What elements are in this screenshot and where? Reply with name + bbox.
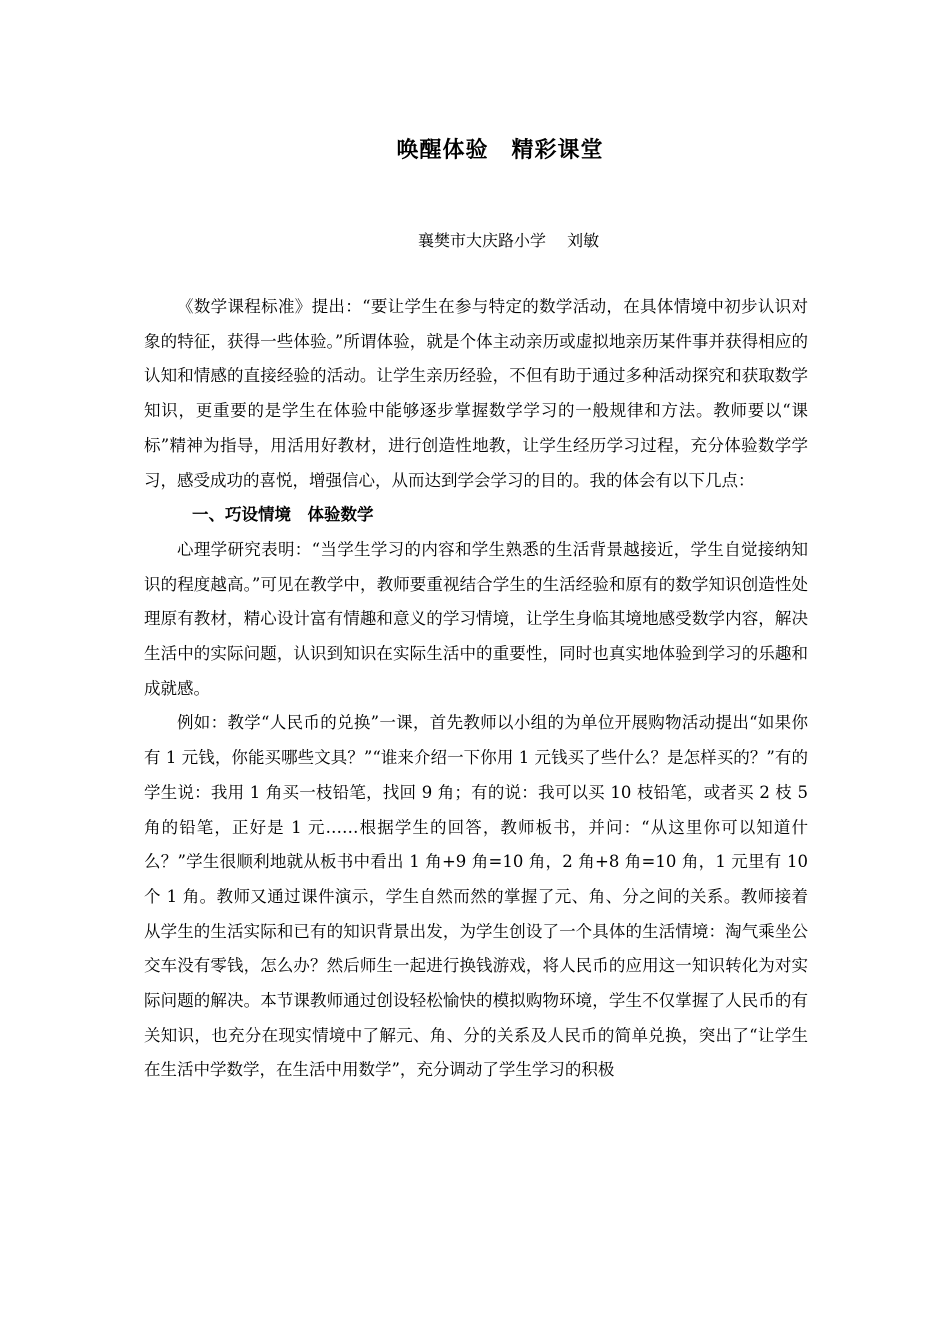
document-body [144,290,808,1088]
body-paragraph: 心理学研究表明：“当学生学习的内容和学生熟悉的生活背景越接近，学生自觉接纳知识的程度越高。”可见在教学中，教师要重视结合学生的生活经验和原有的数学知识创造性处理原有教材，精心设计富有情趣和意义的学习情境，让学生身临其境地感受数学内容，解决生活中的实际问题，认识到知识在实际生活中的重要性，同时也真实地体验到学习的乐趣和成就感。 [144,539,808,698]
document-title: 唤醒体验 精彩课堂 [396,137,604,163]
body-paragraph: 例如：教学“人民币的兑换”一课，首先教师以小组的为单位开展购物活动提出“如果你有 1 元钱，你能买哪些文具？”“谁来介绍一下你用 1 元钱买了些什么？是怎样买的？”有的学生说：我用 1 角买一枝铅笔，找回 9 角；有的说：我可以买 10 枝铅笔，或者买 2 枝 5 角的铅笔，正好是 1 元……根据学生的回答，教师板书，并问：“从这里你可以知道什么？”学生很顺利地就从板书中看出 1 角+9 角=10 角，2 角+8 角=10 角，1 元里有 10 个 1 角。教师又通过课件演示，学生自然而然的掌握了元、角、分之间的关系。教师接着从学生的生活实际和已有的知识背景出发，为学生创设了一个具体的生活情境：淘气乘坐公交车没有零钱，怎么办？然后师生一起进行换钱游戏，将人民币的应用这一知识转化为对实际问题的解决。本节课教师通过创设轻松愉快的模拟购物环境，学生不仅掌握了人民币的有关知识，也充分在现实情境中了解元、角、分的关系及人民币的简单兑换，突出了“让学生在生活中学数学，在生活中用数学”，充分调动了学生学习的积极 [144,713,808,1080]
intro-paragraph: 《数学课程标准》提出：“要让学生在参与特定的数学活动，在具体情境中初步认识对象的特征，获得一些体验。”所谓体验，就是个体主动亲历或虚拟地亲历某件事并获得相应的认知和情感的直接经验的活动。让学生亲历经验，不但有助于通过多种活动探究和获取数学知识，更重要的是学生在体验中能够逐步掌握数学学习的一般规律和方法。教师要以“课标”精神为指导，用活用好教材，进行创造性地教，让学生经历学习过程，充分体验数学学习，感受成功的喜悦，增强信心，从而达到学会学习的目的。我的体会有以下几点： [144,297,808,490]
section-heading: 一、巧设情境 体验数学 [192,505,374,525]
author-byline: 襄樊市大庆路小学 刘敏 [418,231,600,250]
